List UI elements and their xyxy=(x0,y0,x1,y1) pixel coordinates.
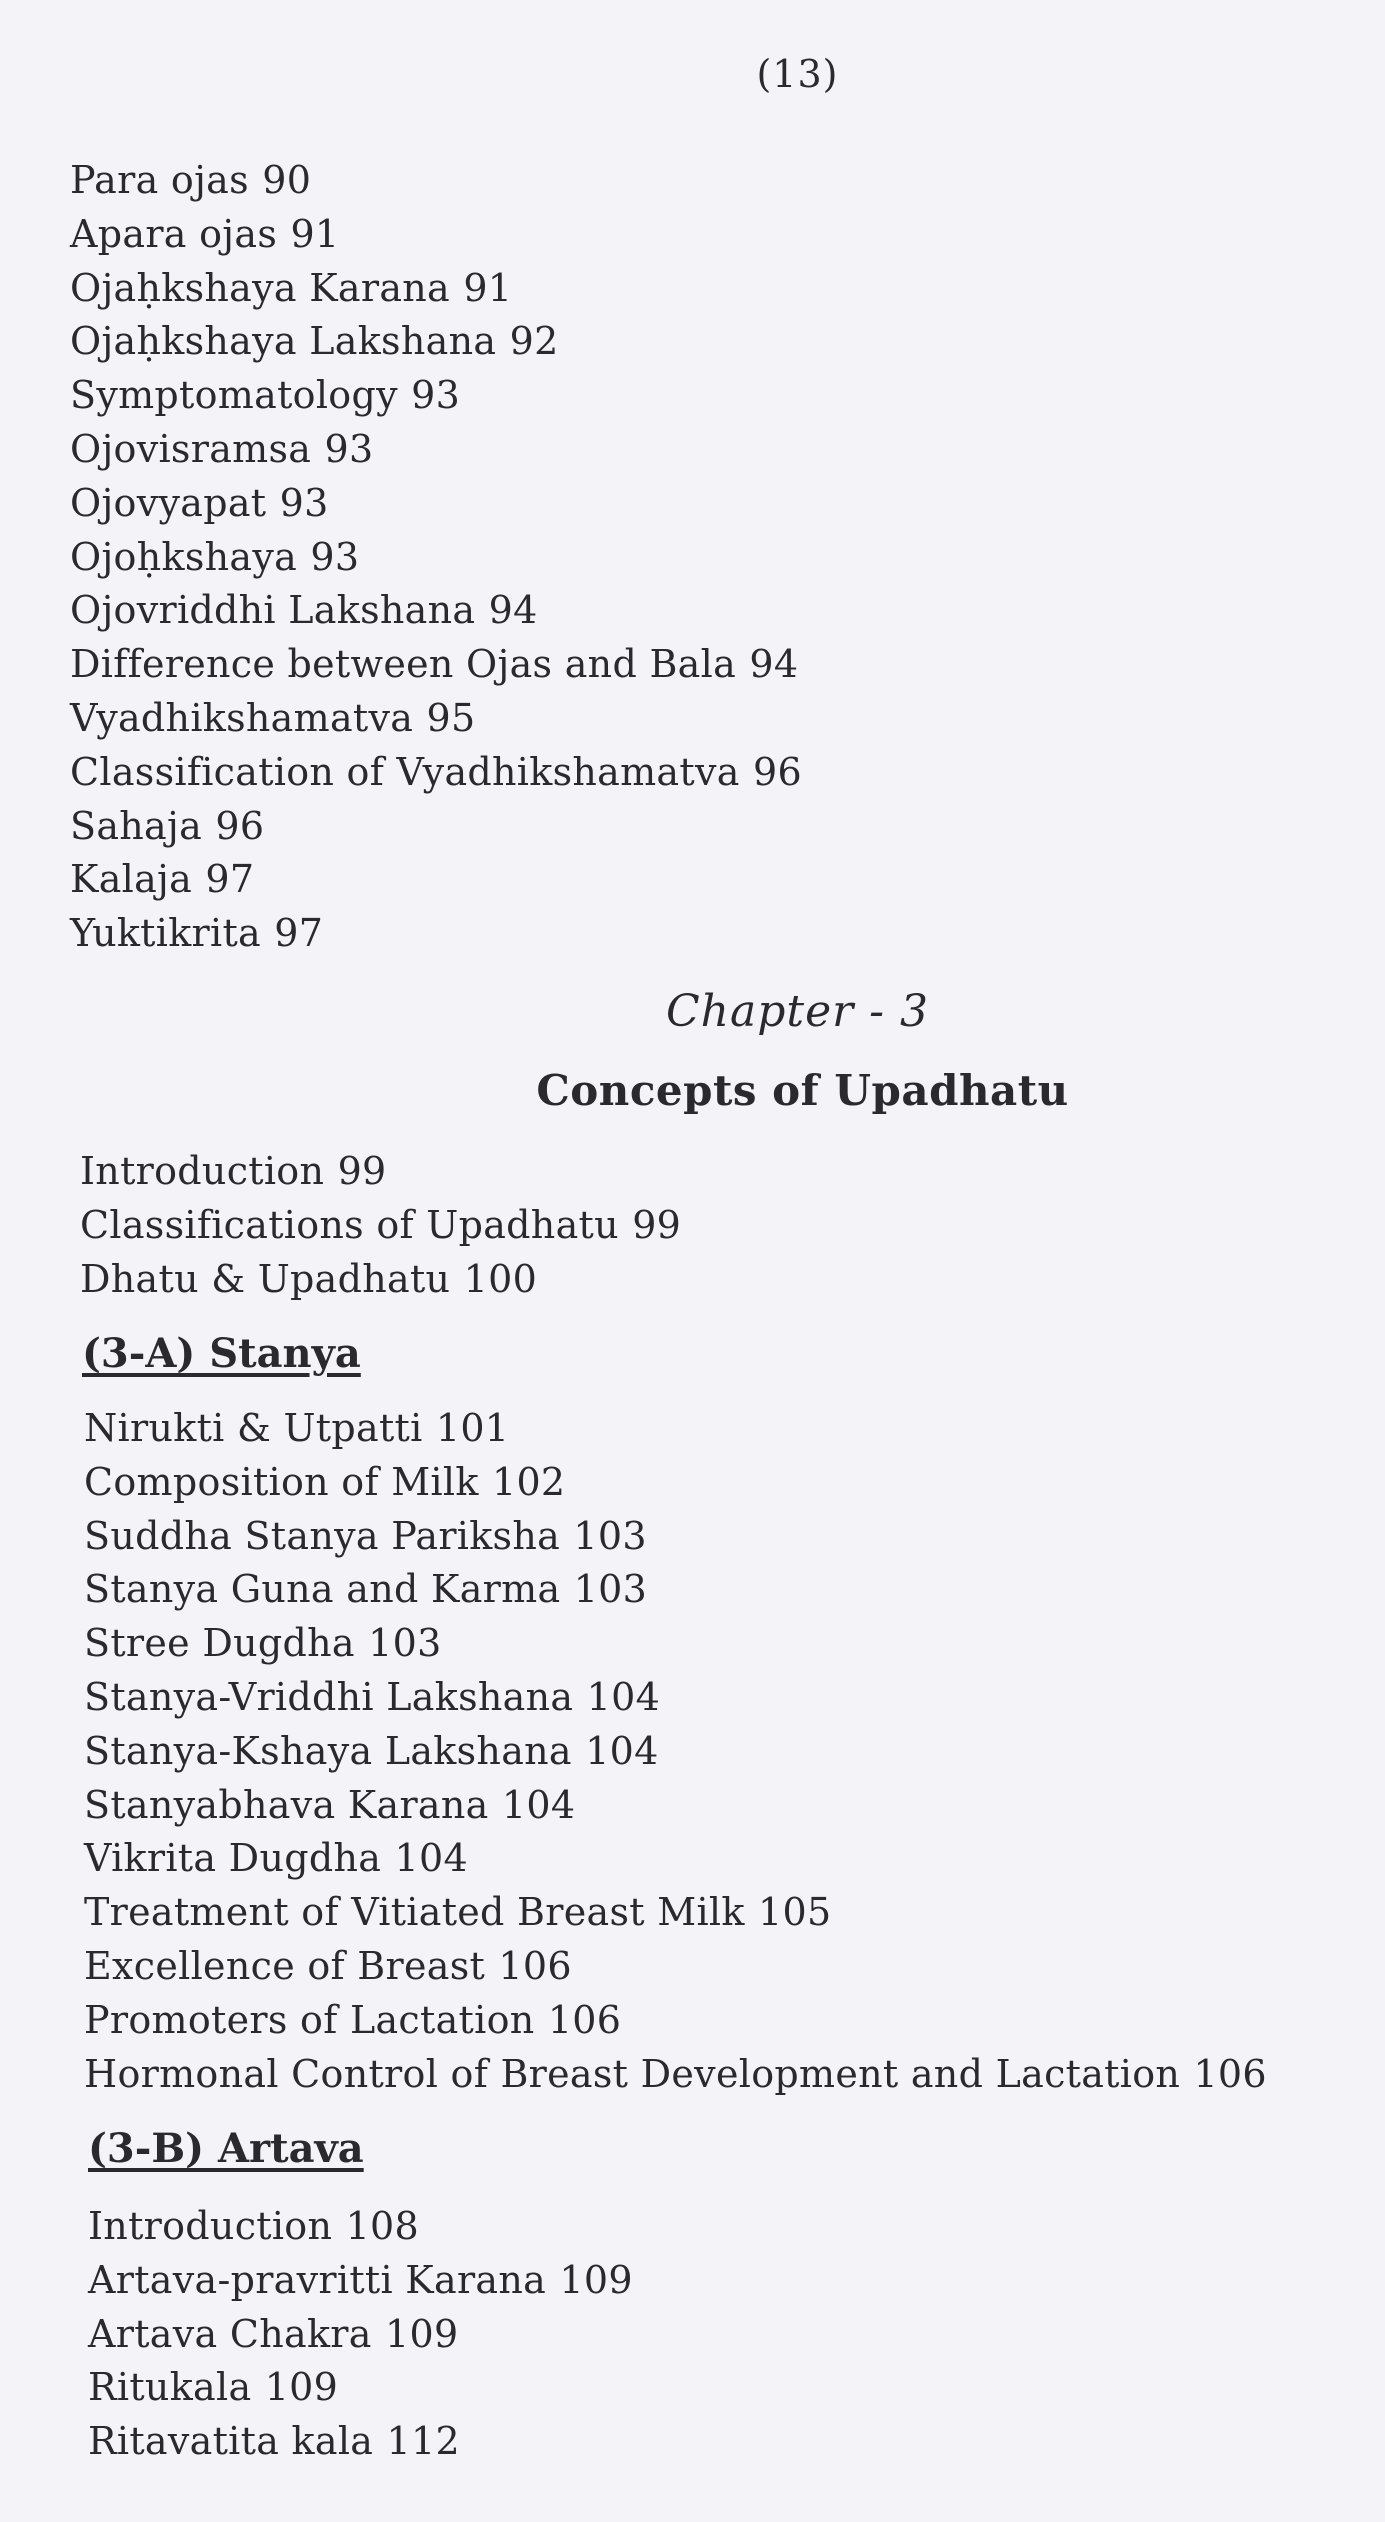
toc-entry-page: 99 xyxy=(632,1202,682,1247)
toc-entry-page: 104 xyxy=(501,1782,576,1827)
toc-entry xyxy=(84,1994,1267,2048)
toc-entry-title: Sahaja xyxy=(70,803,203,848)
toc-entry-title: Hormonal Control of Breast Development and Lactation xyxy=(84,2051,1181,2096)
section-heading-artava: (3-B) Artava xyxy=(88,2125,364,2172)
toc-entry-page: 109 xyxy=(559,2257,633,2302)
toc-entry xyxy=(84,1671,1267,1725)
toc-entry-title: Kalaja xyxy=(70,857,193,902)
toc-entry xyxy=(80,1253,681,1307)
toc-entry xyxy=(88,2200,633,2254)
toc-entry xyxy=(70,477,802,531)
section-heading-stanya: (3-A) Stanya xyxy=(82,1330,361,1377)
toc-entry xyxy=(70,154,802,208)
toc-entry xyxy=(84,1510,1267,1564)
ojas-entry-list xyxy=(70,154,802,961)
toc-entry-page: 108 xyxy=(345,2204,419,2248)
toc-entry xyxy=(70,746,802,800)
toc-entry-page: 91 xyxy=(463,265,513,310)
toc-entry-title: Classifications of Upadhatu xyxy=(80,1202,619,1247)
toc-entry-page: 97 xyxy=(274,911,324,956)
chapter-label: Chapter - 3 xyxy=(666,986,929,1037)
toc-entry-page: 94 xyxy=(749,642,799,687)
toc-entry-title: Nirukti & Utpatti xyxy=(84,1406,423,1450)
toc-entry xyxy=(88,2361,633,2415)
toc-entry xyxy=(88,2308,633,2362)
toc-entry-title: Ojovyapat xyxy=(70,480,267,525)
toc-entry-page: 92 xyxy=(509,319,559,364)
toc-entry xyxy=(84,1563,1267,1617)
toc-entry xyxy=(70,853,802,907)
toc-entry xyxy=(84,1725,1267,1779)
toc-entry-title: Difference between Ojas and Bala xyxy=(70,642,737,687)
toc-entry-page: 90 xyxy=(262,158,312,202)
toc-entry-page: 100 xyxy=(463,1256,538,1301)
toc-entry xyxy=(70,369,802,423)
toc-entry-title: Excellence of Breast xyxy=(84,1943,486,1988)
toc-entry-page: 93 xyxy=(310,534,360,579)
toc-entry xyxy=(84,1456,1267,1510)
toc-entry-page: 96 xyxy=(752,749,802,794)
toc-entry-title: Stanya-Vriddhi Lakshana xyxy=(84,1674,574,1719)
toc-entry xyxy=(70,531,802,585)
toc-entry xyxy=(70,208,802,262)
toc-entry-page: 112 xyxy=(386,2419,460,2464)
toc-entry xyxy=(70,423,802,477)
toc-entry xyxy=(70,584,802,638)
toc-entry-title: Stree Dugdha xyxy=(84,1621,355,1666)
toc-entry-title: Symptomatology xyxy=(70,373,398,418)
toc-entry xyxy=(70,692,802,746)
toc-entry-title: Vikrita Dugdha xyxy=(84,1836,382,1881)
toc-entry-title: Ojovriddhi Lakshana xyxy=(70,588,476,633)
toc-entry-page: 109 xyxy=(384,2311,459,2356)
chapter-title: Concepts of Upadhatu xyxy=(536,1066,1069,1115)
toc-entry xyxy=(70,907,802,961)
toc-entry-page: 96 xyxy=(215,803,265,848)
toc-entry-title: Introduction xyxy=(88,2204,333,2248)
toc-entry-page: 97 xyxy=(205,857,255,902)
toc-entry xyxy=(80,1199,681,1253)
toc-entry-title: Para ojas xyxy=(70,158,249,202)
toc-entry-page: 95 xyxy=(426,695,476,740)
toc-entry-title: Apara ojas xyxy=(70,211,278,256)
toc-entry-title: Ritavatita kala xyxy=(88,2419,374,2464)
toc-entry-page: 94 xyxy=(488,588,538,633)
toc-entry-page: 101 xyxy=(435,1406,510,1450)
toc-entry-title: Ritukala xyxy=(88,2365,252,2410)
artava-entry-list xyxy=(88,2200,633,2469)
toc-entry xyxy=(88,2254,633,2308)
toc-entry-title: Dhatu & Upadhatu xyxy=(80,1256,451,1301)
toc-entry-page: 106 xyxy=(547,1997,622,2042)
toc-entry xyxy=(84,1402,1267,1456)
toc-entry xyxy=(84,2048,1267,2102)
toc-entry-page: 106 xyxy=(498,1943,572,1988)
toc-entry-page: 106 xyxy=(1193,2051,1267,2096)
toc-entry-page: 93 xyxy=(279,480,329,525)
toc-entry-title: Ojaḥkshaya Karana xyxy=(70,265,451,310)
toc-entry xyxy=(88,2415,633,2469)
toc-entry-page: 93 xyxy=(411,373,461,418)
toc-entry xyxy=(84,1832,1267,1886)
toc-entry-title: Composition of Milk xyxy=(84,1459,479,1504)
page-number: (13) xyxy=(756,52,839,96)
toc-entry xyxy=(70,315,802,369)
toc-entry xyxy=(84,1940,1267,1994)
toc-entry-page: 104 xyxy=(586,1674,661,1719)
toc-entry xyxy=(70,262,802,316)
toc-entry xyxy=(70,800,802,854)
toc-entry-title: Classification of Vyadhikshamatva xyxy=(70,749,740,794)
toc-entry-page: 93 xyxy=(324,426,374,471)
toc-entry-title: Artava-pravritti Karana xyxy=(88,2257,547,2302)
toc-entry-page: 105 xyxy=(757,1890,832,1935)
toc-entry xyxy=(70,638,802,692)
toc-entry-title: Treatment of Vitiated Breast Milk xyxy=(84,1890,745,1935)
toc-entry xyxy=(84,1617,1267,1671)
toc-entry-title: Stanya Guna and Karma xyxy=(84,1567,561,1612)
toc-entry-title: Ojovisramsa xyxy=(70,426,312,471)
toc-entry-page: 109 xyxy=(264,2365,339,2410)
toc-entry-page: 99 xyxy=(337,1149,387,1193)
toc-entry-title: Stanya-Kshaya Lakshana xyxy=(84,1728,572,1773)
upadhatu-entry-list xyxy=(80,1145,681,1306)
toc-entry-title: Stanyabhava Karana xyxy=(84,1782,489,1827)
toc-entry-title: Yuktikrita xyxy=(70,911,261,956)
toc-entry-title: Vyadhikshamatva xyxy=(70,695,414,740)
toc-entry-title: Ojoḥkshaya xyxy=(70,534,298,579)
toc-entry-title: Promoters of Lactation xyxy=(84,1997,535,2042)
toc-entry xyxy=(84,1779,1267,1833)
toc-entry-title: Artava Chakra xyxy=(88,2311,372,2356)
toc-entry-page: 103 xyxy=(368,1621,442,1666)
toc-entry-page: 103 xyxy=(573,1513,647,1558)
stanya-entry-list xyxy=(84,1402,1267,2101)
toc-entry-page: 102 xyxy=(491,1459,566,1504)
toc-entry-page: 91 xyxy=(290,211,340,256)
toc-entry xyxy=(84,1886,1267,1940)
toc-entry xyxy=(80,1145,681,1199)
toc-entry-title: Suddha Stanya Pariksha xyxy=(84,1513,561,1558)
toc-entry-page: 104 xyxy=(585,1728,659,1773)
toc-entry-page: 104 xyxy=(394,1836,468,1881)
toc-entry-page: 103 xyxy=(573,1567,648,1612)
toc-entry-title: Introduction xyxy=(80,1149,325,1193)
toc-entry-title: Ojaḥkshaya Lakshana xyxy=(70,319,497,364)
